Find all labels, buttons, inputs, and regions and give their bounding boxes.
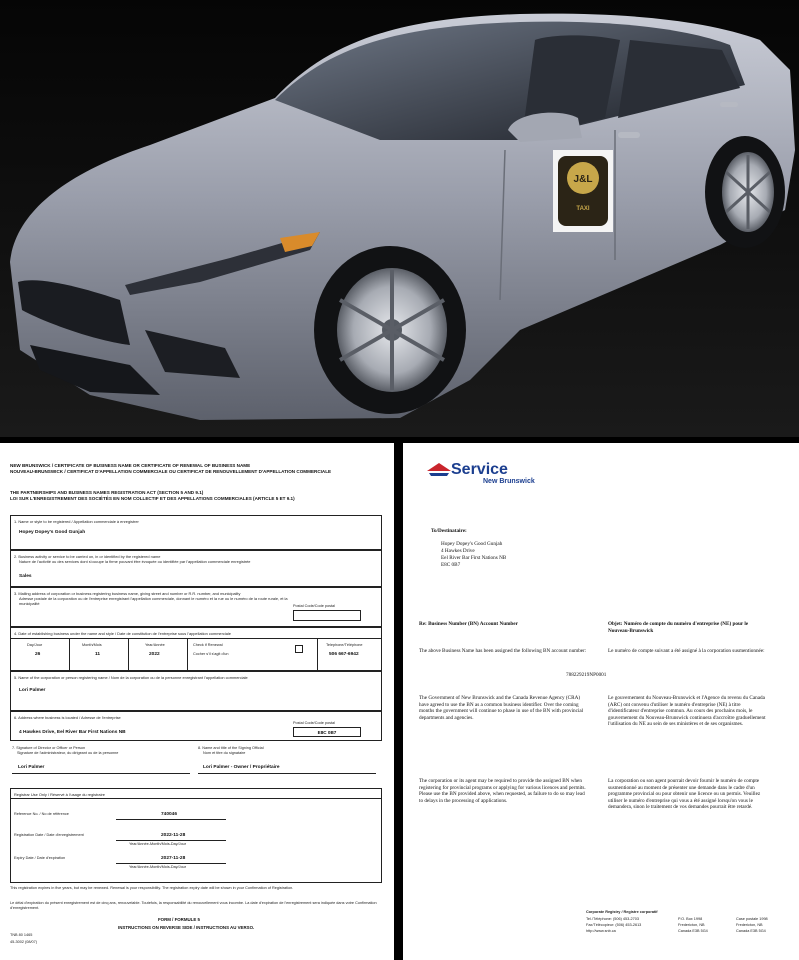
address-line-2: 4 Hawkes Drive	[441, 548, 475, 554]
car-photo	[0, 0, 799, 437]
footer-fax: Fax/Télécopieur: (506) 453-2613	[586, 923, 642, 927]
field-8-value: Lori Palmer - Owner / Propriétaire	[203, 765, 280, 770]
expiry-note-fr: Le délai d'expiration du présent enregistrement est de cinq ans, renouvelable. Toutefois, la responsabilité du renouvellement vous incombe. La date d'expiration de l'enregistrement sera indiquée dans votre Confirmation d'enregistrement.	[10, 901, 377, 910]
field-3-label-fr: Adresse postale de la corporation ou de l'entreprise enregistrant l'appellation commerciale, donnant le numéro et la rue ou le numéro de la route rurale, et la municipalité	[19, 596, 288, 606]
header-fr: NOUVEAU-BRUNSWICK / CERTIFICAT D'APPELLATION COMMERCIALE OU CERTIFICAT DE RENOUVELLEMENT D'APPELLATION COMMERCIALE	[10, 469, 332, 474]
to-label: To/Destinataire:	[431, 528, 467, 534]
act-en: THE PARTNERSHIPS AND BUSINESS NAMES REGISTRATION ACT (SECTION 5 AND 9.1)	[10, 490, 204, 495]
act-title	[10, 490, 385, 502]
paragraph-3-en: The corporation or its agent may be required to provide the assigned BN when registering for provincial programs or applying for various licences and permits. Please use the BN provided above, when requested, as failure to do so may lead to delays in the processing of applications.	[419, 778, 586, 804]
field-2-value: Sales	[19, 574, 32, 579]
footer-po-box-fr: Case postale 1998	[736, 917, 768, 921]
field-1-box	[10, 515, 382, 550]
field-4-box	[10, 627, 382, 671]
field-1-label: 1. Name or style to be registered / Appellation commerciale à enregistrer	[14, 519, 139, 524]
postal-code-label: Postal Code/Code postal	[293, 604, 336, 608]
month-value: 11	[95, 652, 101, 657]
month-label: Month/Mois	[82, 643, 102, 647]
registrar-label: Registrar Use Only / Réservé à l'usage du registraire	[14, 792, 105, 797]
field-1-value: Hopey Dopey's Good Gunjah	[19, 530, 86, 535]
field-2-label: 2. Business activity or service to be carried on, in or identified by the registered name	[14, 554, 161, 559]
footer-city: Fredericton, NB	[678, 923, 705, 927]
registrar-box	[10, 788, 382, 883]
field-6-postal-value: E8C 0B7	[293, 727, 361, 737]
expiry-date-label: Expiry Date / Date d'expiration	[14, 856, 66, 860]
door-decal	[553, 150, 613, 232]
subject-en: Re: Business Number (BN) Account Number	[419, 621, 518, 627]
field-3-label: 3. Mailing address of corporation or business registering business name, giving street and number or R.R. number, and municipality	[14, 591, 241, 596]
expiry-note-en: This registration expires in five years, but may be renewed. Renewal is your responsibility. The registration expiry date will be shown in your Confirmation of Registration.	[10, 886, 294, 890]
year-label: Year/Année	[145, 643, 165, 647]
certificate-header	[10, 463, 385, 475]
field-3-box	[10, 587, 382, 627]
logo-service-text: Service	[451, 461, 508, 478]
registration-date-label: Registration Date / Date d'enregistrement	[14, 833, 84, 837]
logo-nb-text: New Brunswick	[483, 478, 535, 485]
expiry-date-format: Year/Année-Month/Mois-Day/Jour	[129, 865, 187, 869]
form-code-1: TNB 80 1465	[10, 933, 33, 937]
header-en: NEW BRUNSWICK / CERTIFICATE OF BUSINESS NAME OR CERTIFICATE OF RENEWAL OF BUSINESS NAME	[10, 463, 251, 468]
field-7-value: Lori Palmer	[18, 765, 45, 770]
form-label: FORM / FORMULE 5	[158, 917, 200, 922]
footer-city-fr: Fredericton, NB	[736, 923, 763, 927]
business-number: 788229219NP0001	[566, 672, 607, 678]
paragraph-2-fr: Le gouvernement du Nouveau-Brunswick et l'Agence du revenu du Canada (ARC) ont convenu d'utiliser le numéro d'entreprise (NE) à titre d'identificateur d'entreprise commun. Au cours des prochains mois, le gouvernement du Nouveau-Brunswick continuera d'accroître graduellement l'utilisation du NE au sein de ses ministères et de ses organismes.	[608, 695, 766, 727]
decal-logo-text: J&L	[573, 174, 593, 185]
instructions-label: INSTRUCTIONS ON REVERSE SIDE / INSTRUCTIONS AU VERSO.	[118, 925, 255, 930]
reference-label: Reference No. / No de référence	[14, 812, 69, 816]
field-5-label: 5. Name of the corporation or person registering name / Nom de la corporation ou de la personne enregistrant l'appellation commerciale	[14, 675, 248, 680]
paragraph-1-fr: Le numéro de compte suivant a été assigné à la corporation susmentionnée:	[608, 648, 765, 654]
field-2-box	[10, 550, 382, 587]
footer-po-box: P.O. Box 1998	[678, 917, 703, 921]
renewal-checkbox[interactable]	[295, 645, 303, 653]
registration-date-value: 2022-11-28	[161, 833, 186, 838]
footer-postal: Canada E3B 5G4	[678, 929, 708, 933]
nb-flag-icon	[427, 461, 451, 477]
field-2-label-fr: Nature de l'activité ou des services dont s'occupe la firme pouvant être évoquée ou identifiée par l'appellation commerciale enregistrée	[19, 559, 251, 564]
paragraph-1-en: The above Business Name has been assigned the following BN account number:	[419, 648, 587, 654]
service-nb-letter	[403, 443, 799, 960]
day-label: Day/Jour	[27, 643, 43, 647]
field-5-box	[10, 671, 382, 711]
address-line-3: Eel River Bar First Nations NB	[441, 555, 507, 561]
renewal-label-fr: Cocher s'il s'agit d'un	[193, 652, 229, 656]
footer-website: http://www.snb.ca	[586, 929, 616, 933]
year-value: 2022	[149, 652, 160, 657]
address-line-1: Hopey Dopey's Good Gunjah	[441, 541, 503, 547]
postal-code-box	[293, 610, 361, 621]
field-7-label-fr: Signature de l'administrateur, du dirigeant ou de la personne	[17, 751, 119, 755]
address-line-4: E8C 0B7	[441, 562, 461, 568]
field-4-label: 4. Date of establishing business under the name and style / Date de constitution de l'entreprise sous l'appellation commerciale	[14, 631, 231, 636]
field-8-label: 8. Name and title of the Signing Official	[198, 746, 264, 750]
field-6-value: 4 Hawkes Drive, Eel River Bar First Nations NB	[19, 730, 126, 735]
phone-value: 506 667-6942	[329, 652, 359, 657]
business-name-certificate	[0, 443, 394, 960]
field-5-value: Lori Palmer	[19, 688, 46, 693]
service-nb-logo	[427, 461, 535, 485]
paragraph-2-en: The Government of New Brunswick and the Canada Revenue Agency (CRA) have agreed to use the BN as a common business identifier. Over the coming months the government will continue to phase in use of the BN with provincial departments and agencies.	[419, 695, 584, 721]
form-code-2: 45-3002 (08/07)	[10, 940, 38, 944]
paragraph-3-fr: La corporation ou son agent pourrait devoir fournir le numéro de compte susmentionné au moment de présenter une demande dans le cadre d'un programme provincial ou pour obtenir une licence ou un permis. Veuillez utiliser le numéro d'entreprise qui vous a été assigné lorsqu'on vous le demandera, sinon le traitement de vos demandes pourrait être retardé.	[608, 778, 761, 810]
footer-postal-fr: Canada E3B 5G4	[736, 929, 766, 933]
act-fr: LOI SUR L'ENREGISTREMENT DES SOCIÉTÉS EN NOM COLLECTIF ET DES APPELLATIONS COMMERCIALES (ARTICLE 5 ET 9.1)	[10, 496, 295, 501]
subject-fr: Objet: Numéro de compte du numéro d'entreprise (NE) pour le Nouveau-Brunswick	[608, 621, 749, 634]
field-6-box	[10, 711, 382, 741]
phone-label: Telephone/Téléphone	[326, 643, 363, 647]
reference-value: 740046	[161, 812, 178, 817]
field-6-label: 6. Address where business is located / Adresse de l'entreprise	[14, 715, 121, 720]
renewal-label: Check if Renewal	[193, 643, 223, 647]
decal-subtitle-text: TAXI	[576, 206, 590, 212]
field-7-label: 7. Signature of Director or Officer or Person	[12, 746, 86, 750]
expiry-date-value: 2027-11-28	[161, 856, 186, 861]
silver-sedan-image	[0, 0, 799, 437]
field-6-postal-label: Postal Code/Code postal	[293, 721, 336, 725]
footer-title: Corporate Registry / Registre corporatif	[586, 910, 658, 914]
registration-date-format: Year/Année-Month/Mois-Day/Jour	[129, 842, 187, 846]
day-value: 26	[35, 652, 41, 657]
footer-phone: Tel./Téléphone: (506) 453-2703	[586, 917, 639, 921]
field-8-label-fr: Nom et titre du signataire	[203, 751, 246, 755]
